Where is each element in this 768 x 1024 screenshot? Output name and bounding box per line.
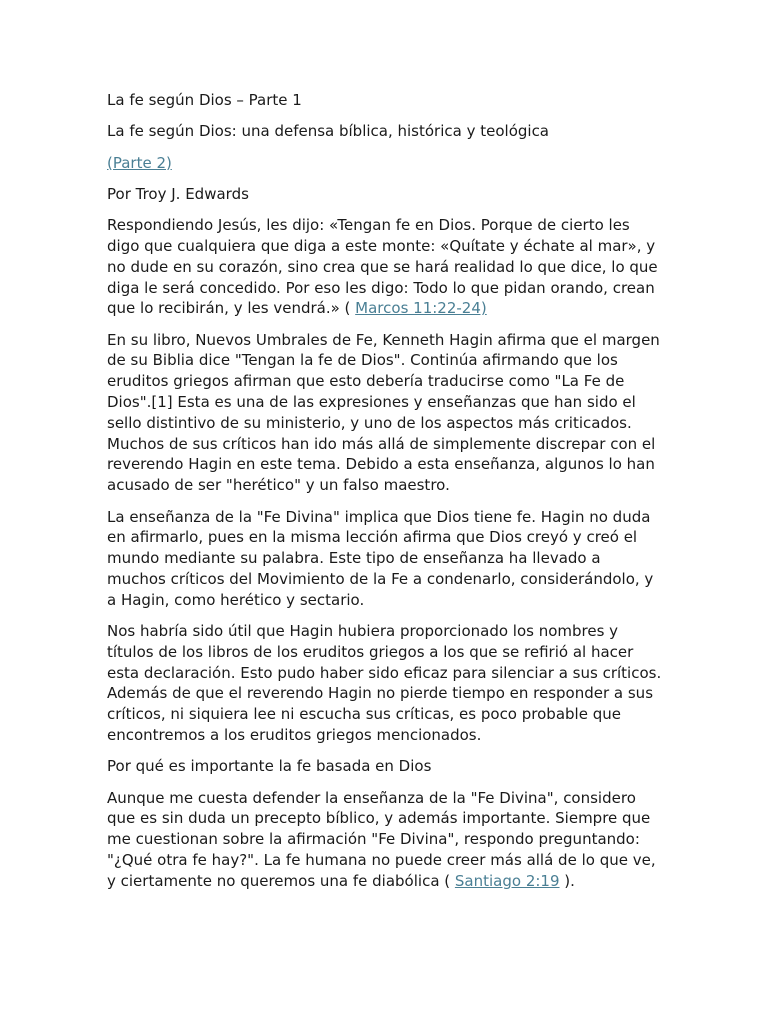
paragraph-5-text: Aunque me cuesta defender la enseñanza de la "Fe Divina", considero que es sin duda un precepto bíblico, y además importante. Siempre que me cuestionan sobre la afirmación "Fe Divina", respondo preguntando: "¿Qué otra fe hay?". La fe humana no puede creer más allá de lo que ve, y ciertamente no queremos una fe diabólica ( [107, 788, 656, 890]
marcos-link[interactable]: Marcos 11:22-24) [355, 299, 487, 318]
paragraph-5 [107, 788, 663, 892]
paragraph-1 [107, 215, 663, 319]
paragraph-2: En su libro, Nuevos Umbrales de Fe, Kenneth Hagin afirma que el margen de su Biblia dice "Tengan la fe de Dios". Continúa afirmando que los eruditos griegos afirman que esto debería traducirse como "La Fe de Dios".[1] Esta es una de las expresiones y enseñanzas que han sido el sello distintivo de su ministerio, y uno de los aspectos más criticados. Muchos de sus críticos han ido más allá de simplemente discrepar con el reverendo Hagin en este tema. Debido a esta enseñanza, algunos lo han acusado de ser "herético" y un falso maestro. [107, 330, 660, 495]
paragraph-4: Nos habría sido útil que Hagin hubiera proporcionado los nombres y títulos de los libros de los eruditos griegos a los que se refirió al hacer esta declaración. Esto pudo haber sido eficaz para silenciar a sus críticos. Además de que el reverendo Hagin no pierde tiempo en responder a sus críticos, ni siquiera lee ni escucha sus críticas, es poco probable que encontremos a los eruditos griegos mencionados. [107, 622, 662, 745]
paragraph-5-end: ). [559, 871, 575, 890]
document-body [107, 90, 663, 902]
section-heading: Por qué es importante la fe basada en Dios [107, 757, 432, 776]
part2-paragraph [107, 153, 663, 174]
paragraph-3: La enseñanza de la "Fe Divina" implica que Dios tiene fe. Hagin no duda en afirmarlo, pues en la misma lección afirma que Dios creyó y creó el mundo mediante su palabra. Este tipo de enseñanza ha llevado a muchos críticos del Movimiento de la Fe a condenarlo, considerándolo, y a Hagin, como herético y sectario. [107, 507, 654, 609]
document-title: La fe según Dios – Parte 1 [107, 91, 302, 109]
paragraph-1-text: Respondiendo Jesús, les dijo: «Tengan fe en Dios. Porque de cierto les digo que cualquiera que diga a este monte: «Quítate y échate al mar», y no dude en su corazón, sino crea que se hará realidad lo que dice, lo que diga le será concedido. Por eso les digo: Todo lo que pidan orando, crean que lo recibirán, y les vendrá.» ( [107, 216, 658, 318]
author-line: Por Troy J. Edwards [107, 184, 249, 203]
document-subtitle: La fe según Dios: una defensa bíblica, histórica y teológica [107, 122, 550, 141]
part2-link[interactable]: (Parte 2) [107, 153, 172, 172]
santiago-link[interactable]: Santiago 2:19 [454, 871, 560, 890]
